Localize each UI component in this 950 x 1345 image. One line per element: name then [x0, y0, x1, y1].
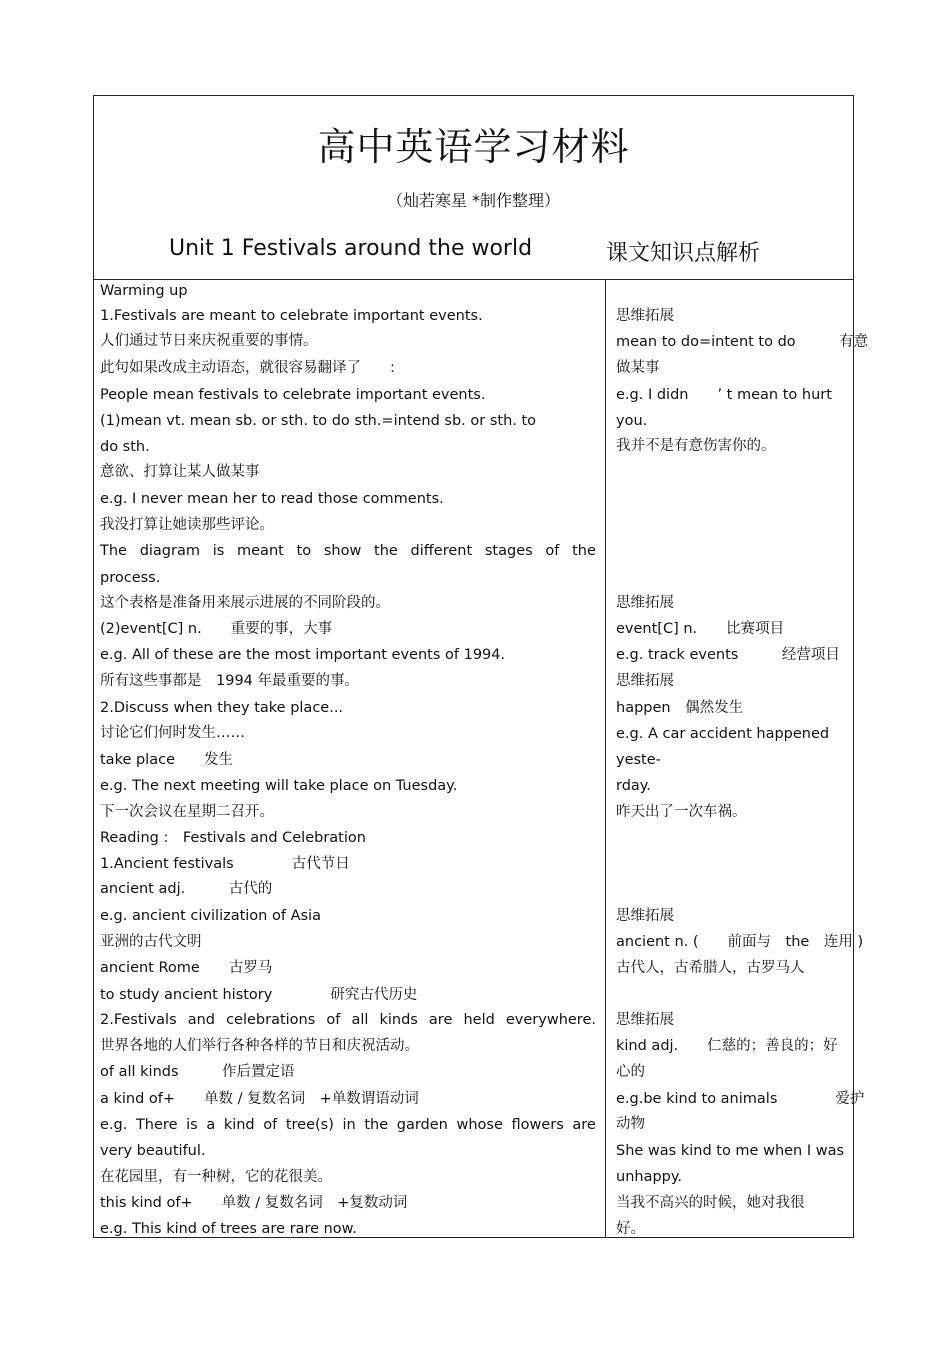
- justified-word: garden: [396, 1117, 448, 1133]
- right-line: e.g. track events 经营项目: [616, 647, 840, 663]
- justified-word: the: [374, 543, 398, 559]
- left-line: 2.Discuss when they take place...: [100, 700, 344, 716]
- right-line: 好。: [616, 1221, 645, 1237]
- left-line: 我没打算让她读那些评论。: [100, 517, 274, 533]
- right-line: e.g.be kind to animals 爱护: [616, 1091, 865, 1107]
- left-line: of all kinds 作后置定语: [100, 1064, 295, 1080]
- right-line: 思维拓展: [616, 908, 674, 924]
- left-line: e.g. All of these are the most important events of 1994.: [100, 647, 506, 663]
- justified-word: stages: [484, 543, 533, 559]
- right-line: 我并不是有意伤害你的。: [616, 438, 776, 454]
- right-line: 思维拓展: [616, 308, 674, 324]
- left-line: take place 发生: [100, 752, 233, 768]
- left-line: 世界各地的人们举行各种各样的节日和庆祝活动。: [100, 1038, 419, 1054]
- right-line: rday.: [616, 778, 651, 794]
- right-line: event[C] n. 比赛项目: [616, 621, 785, 637]
- right-line: happen 偶然发生: [616, 700, 744, 716]
- unit-title-cn: 课文知识点解析: [606, 241, 761, 266]
- right-line: 动物: [616, 1116, 645, 1132]
- left-line: 在花园里，有一种树，它的花很美。: [100, 1169, 332, 1185]
- justified-word: everywhere.: [505, 1012, 596, 1028]
- justified-word: is: [212, 543, 225, 559]
- left-line: 此句如果改成主动语态，就很容易翻译了 :: [100, 360, 395, 376]
- justified-word: kinds: [379, 1012, 418, 1028]
- justified-word: diagram: [139, 543, 200, 559]
- justified-word: tree(s): [285, 1117, 334, 1133]
- right-line: 心的: [616, 1064, 645, 1080]
- justified-word: held: [463, 1012, 495, 1028]
- left-line-justified: [100, 1116, 596, 1134]
- left-line: 讨论它们何时发生……: [100, 725, 245, 741]
- left-line: to study ancient history 研究古代历史: [100, 987, 418, 1003]
- justified-word: the: [364, 1117, 389, 1133]
- left-line: Reading : Festivals and Celebration: [100, 830, 366, 846]
- right-line: kind adj. 仁慈的；善良的；好: [616, 1038, 838, 1054]
- left-line: process.: [100, 570, 161, 586]
- left-line: People mean festivals to celebrate important events.: [100, 387, 486, 403]
- justified-word: is: [186, 1117, 198, 1133]
- left-line-justified: [100, 1011, 596, 1029]
- justified-word: different: [410, 543, 473, 559]
- justified-word: of: [326, 1012, 341, 1028]
- left-line: this kind of+ 单数 / 复数名词 +复数动词: [100, 1195, 408, 1211]
- right-line: 思维拓展: [616, 1012, 674, 1028]
- justified-word: meant: [237, 543, 284, 559]
- justified-word: of: [263, 1117, 278, 1133]
- right-line: 当我不高兴的时候，她对我很: [616, 1195, 805, 1211]
- right-line: She was kind to me when I was: [616, 1143, 845, 1159]
- justified-word: a: [206, 1117, 216, 1133]
- justified-word: the: [572, 543, 596, 559]
- justified-word: are: [572, 1117, 596, 1133]
- left-line: very beautiful.: [100, 1143, 206, 1159]
- right-line: 做某事: [616, 360, 660, 376]
- left-line: 意欲、打算让某人做某事: [100, 464, 260, 480]
- left-line: 人们通过节日来庆祝重要的事情。: [100, 333, 318, 349]
- justified-word: of: [545, 543, 560, 559]
- justified-word: whose: [456, 1117, 503, 1133]
- justified-word: celebrations: [226, 1012, 316, 1028]
- left-line: a kind of+ 单数 / 复数名词 +单数谓语动词: [100, 1091, 419, 1107]
- justified-word: all: [351, 1012, 369, 1028]
- left-line: e.g. I never mean her to read those comments.: [100, 491, 444, 507]
- left-line: do sth.: [100, 439, 150, 455]
- left-line: e.g. This kind of trees are rare now.: [100, 1221, 357, 1237]
- left-line: e.g. The next meeting will take place on Tuesday.: [100, 778, 458, 794]
- justified-word: and: [187, 1012, 215, 1028]
- justified-word: e.g.: [100, 1117, 128, 1133]
- right-line: 思维拓展: [616, 673, 674, 689]
- right-line: ancient n. ( 前面与 the 连用 ): [616, 934, 864, 950]
- left-line: 这个表格是准备用来展示进展的不同阶段的。: [100, 595, 390, 611]
- left-line: ancient Rome 古罗马: [100, 960, 273, 976]
- column-divider: [605, 279, 606, 1237]
- justified-word: in: [342, 1117, 356, 1133]
- right-line: 思维拓展: [616, 595, 674, 611]
- justified-word: are: [428, 1012, 453, 1028]
- header-cell: [94, 96, 853, 280]
- justified-word: flowers: [511, 1117, 564, 1133]
- justified-word: show: [323, 543, 362, 559]
- right-line: 昨天出了一次车祸。: [616, 804, 747, 820]
- right-line: you.: [616, 413, 648, 429]
- right-line: e.g. A car accident happened: [616, 726, 830, 742]
- right-line: unhappy.: [616, 1169, 682, 1185]
- left-line: (1)mean vt. mean sb. or sth. to do sth.=intend sb. or sth. to: [100, 413, 537, 429]
- justified-word: 2.Festivals: [100, 1012, 177, 1028]
- left-line: 亚洲的古代文明: [100, 934, 202, 950]
- left-line: Warming up: [100, 283, 188, 299]
- justified-word: kind: [223, 1117, 255, 1133]
- left-line: (2)event[C] n. 重要的事，大事: [100, 621, 333, 637]
- document-table: [93, 95, 869, 1238]
- page-title: 高中英语学习材料: [317, 125, 630, 169]
- right-line: mean to do=intent to do 有意: [616, 334, 869, 350]
- justified-word: The: [100, 543, 127, 559]
- page-subtitle: （灿若寒星 *制作整理）: [386, 191, 561, 210]
- right-line: yeste-: [616, 752, 661, 768]
- left-line: 所有这些事都是 1994 年最重要的事。: [100, 673, 360, 689]
- left-line: e.g. ancient civilization of Asia: [100, 908, 321, 924]
- unit-title: Unit 1 Festivals around the world: [169, 236, 533, 261]
- left-line: 1.Festivals are meant to celebrate important events.: [100, 308, 483, 324]
- left-line-justified: [100, 542, 596, 560]
- left-line: 1.Ancient festivals 古代节日: [100, 856, 350, 872]
- left-line: 下一次会议在星期二召开。: [100, 804, 274, 820]
- left-line: ancient adj. 古代的: [100, 881, 273, 897]
- justified-word: There: [135, 1117, 178, 1133]
- justified-word: to: [296, 543, 312, 559]
- right-line: 古代人，古希腊人，古罗马人: [616, 960, 805, 976]
- right-line: e.g. I didn ’ t mean to hurt: [616, 387, 832, 403]
